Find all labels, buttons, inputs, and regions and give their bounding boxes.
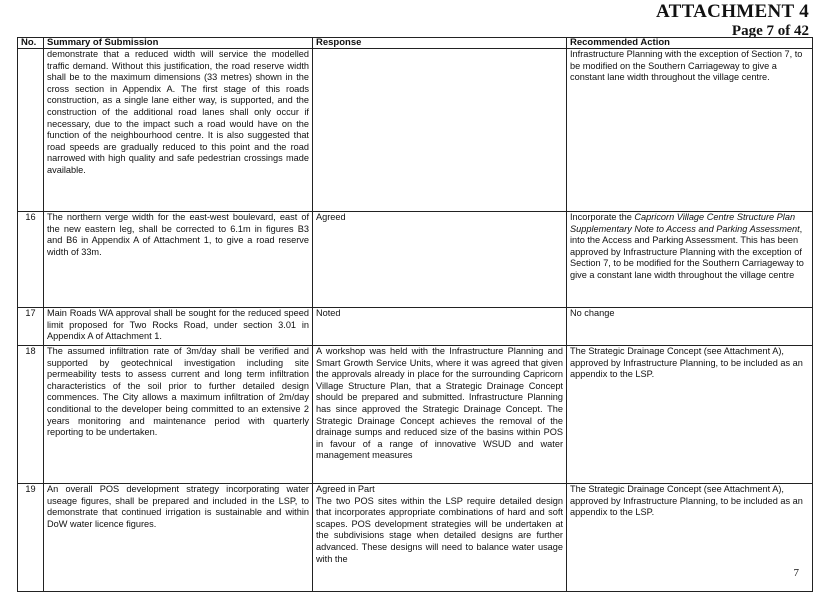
row-number: 17 [18,308,44,346]
page-indicator: Page 7 of 42 [731,23,809,39]
attachment-header [656,2,809,39]
col-header-response: Response [313,38,567,49]
submission-summary: demonstrate that a reduced width will service the modelled traffic demand. Without this justification, the road reserve width shall be to the maximum dimensions (33 metres) shown in the cross section in Appendix A. The first stage of this roads construction, as a single lane either way, is supported, and the construction of the additional road lanes shall only occur if necessary, due to the impact such a road would have on the function of the neighbourhood centre. It is also suggested that road speeds are gradually reduced to this point and the road narrowed with high quality and safe pedestrian crossings made available. [44,49,313,212]
response: A workshop was held with the Infrastructure Planning and Smart Growth Service Units, where it was agreed that given the approvals already in place for the surrounding Capricorn Village Structure Plan, that a Strategic Drainage Concept should be prepared and submitted. Infrastructure Planning has since approved the Strategic Drainage Concept. The Strategic Drainage Concept achieves the removal of the drainage sumps and reduced size of the basins within POS in favour of a range of innovative WSUD and water management measures [313,346,567,484]
recommended-action: The Strategic Drainage Concept (see Attachment A), approved by Infrastructure Planning, to be included as an appendix to the LSP. [567,346,813,484]
table-row [18,346,813,484]
recommended-action [567,212,813,308]
action-text-pre: Incorporate the [570,212,635,222]
col-header-no: No. [18,38,44,49]
submissions-table [17,37,813,592]
col-header-action: Recommended Action [567,38,813,49]
attachment-title: ATTACHMENT 4 [656,1,809,22]
recommended-action: The Strategic Drainage Concept (see Attachment A), approved by Infrastructure Planning, to be included as an appendix to the LSP. [567,484,813,592]
page-number: 7 [793,567,799,579]
table-header-row [18,38,813,49]
table-row [18,49,813,212]
response-cell [313,484,567,592]
submission-summary: The assumed infiltration rate of 3m/day shall be verified and supported by geotechnical investigation including site permeability tests to assess current and long term infiltration characteristics of the soil prior to further detailed design commences. The City allows a maximum infiltration of 2m/day conditional to the developer being committed to an extensive 2 years monitoring and maintenance period with quarterly reporting to be undertaken. [44,346,313,484]
action-text-post: , into the Access and Parking Assessment. This has been approved by Infrastructure Planning with the exception of Section 7, to be modified for the Southern Carriageway to give a constant lane width throughout the village centre [570,223,804,280]
submission-summary: Main Roads WA approval shall be sought for the reduced speed limit proposed for Two Rocks Road, under section 3.01 in Appendix A of Attachment 1. [44,308,313,346]
row-number: 19 [18,484,44,592]
recommended-action: Infrastructure Planning with the exception of Section 7, to be modified on the Southern Carriageway to give a constant lane width throughout the village centre. [567,49,813,212]
table-row [18,212,813,308]
row-number: 18 [18,346,44,484]
row-number: 16 [18,212,44,308]
response-title: Agreed in Part [316,484,375,494]
col-header-summary: Summary of Submission [44,38,313,49]
response: Noted [313,308,567,346]
action-document-title: Capricorn Village Centre Structure Plan Supplementary Note to Access and Parking Assessment [570,212,800,234]
response: The two POS sites within the LSP require detailed design that incorporates appropriate combinations of hard and soft scapes. POS development strategies will be undertaken at the subdivisions stage when detailed designs are further advanced. These designs will need to balance water usage with the [316,495,563,564]
table-row [18,308,813,346]
row-number [18,49,44,212]
submission-summary: An overall POS development strategy incorporating water useage figures, shall be prepared and included in the LSP, to demonstrate that continued irrigation is sustainable and within DoW water licence figures. [44,484,313,592]
recommended-action: No change [567,308,813,346]
response: Agreed [313,212,567,308]
submission-summary: The northern verge width for the east-west boulevard, east of the new eastern leg, shall be corrected to 6.1m in figures B3 and B6 in Appendix A of Attachment 1, to give a road reserve width of 33m. [44,212,313,308]
response [313,49,567,212]
table-row [18,484,813,592]
